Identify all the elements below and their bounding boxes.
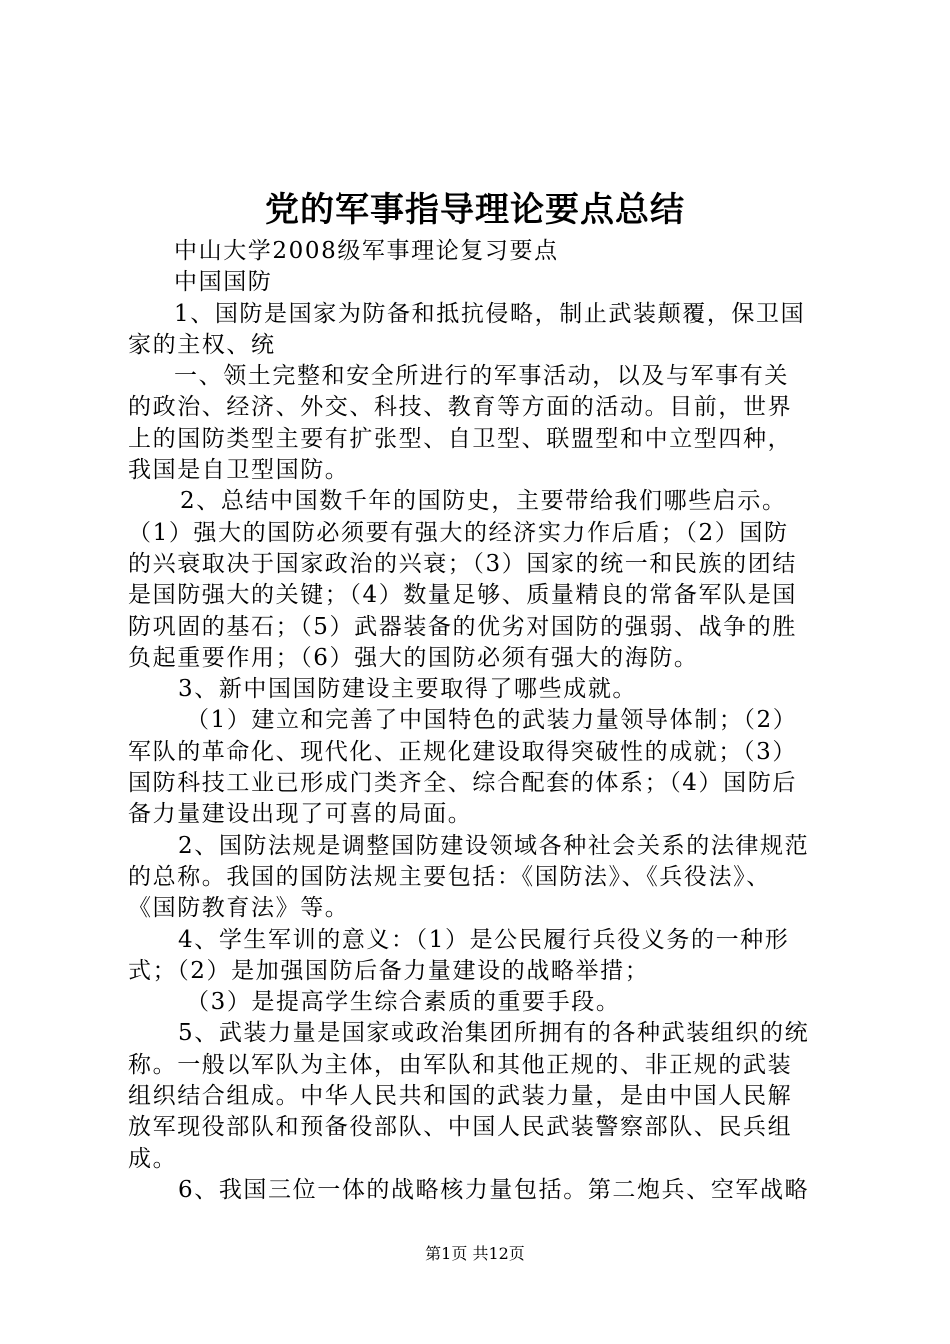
body-line: （1）建立和完善了中国特色的武装力量领导体制；（2） xyxy=(186,707,798,734)
body-line: 中国国防 xyxy=(174,269,273,296)
body-line: 国防科技工业已形成门类齐全、综合配套的体系；（4）国防后 xyxy=(128,770,797,797)
body-line: 防巩固的基石；（5）武器装备的优劣对国防的强弱、战争的胜 xyxy=(128,613,797,640)
document-body xyxy=(128,236,834,1206)
page-number: 第1页 共12页 xyxy=(425,1244,525,1263)
body-line: （1）强大的国防必须要有强大的经济实力作后盾；（2）国防 xyxy=(128,519,789,546)
body-line: 放军现役部队和预备役部队、中国人民武装警察部队、民兵组 xyxy=(128,1114,793,1141)
body-line: 成。 xyxy=(128,1145,178,1172)
body-line: 军队的革命化、现代化、正规化建设取得突破性的成就；（3） xyxy=(128,738,797,765)
body-line: 上的国防类型主要有扩张型、自卫型、联盟型和中立型四种， xyxy=(128,425,793,452)
body-line: 3、新中国国防建设主要取得了哪些成就。 xyxy=(178,676,638,703)
body-line: 的政治、经济、外交、科技、教育等方面的活动。目前，世界 xyxy=(128,394,793,421)
body-line: （3）是提高学生综合素质的重要手段。 xyxy=(186,989,621,1016)
body-line: 1、国防是国家为防备和抵抗侵略，制止武装颠覆，保卫国 xyxy=(174,300,806,327)
body-line: 2、国防法规是调整国防建设领域各种社会关系的法律规范 xyxy=(178,832,810,859)
body-line: 6、我国三位一体的战略核力量包括。第二炮兵、空军战略 xyxy=(178,1176,810,1203)
body-line: 称。一般以军队为主体，由军队和其他正规的、非正规的武装 xyxy=(128,1051,793,1078)
body-line: 2、总结中国数千年的国防史，主要带给我们哪些启示。 xyxy=(180,488,787,515)
body-line: 《国防教育法》等。 xyxy=(128,895,350,922)
body-line: 一、领土完整和安全所进行的军事活动，以及与军事有关 xyxy=(174,363,789,390)
body-line: 的总称。我国的国防法规主要包括：《国防法》、《兵役法》、 xyxy=(128,863,771,890)
body-line: 4、学生军训的意义：（1）是公民履行兵役义务的一种形 xyxy=(178,926,790,953)
body-line: 我国是自卫型国防。 xyxy=(128,457,350,484)
body-line: 中山大学2008级军事理论复习要点 xyxy=(174,238,559,264)
body-line: 是国防强大的关键；（4）数量足够、质量精良的常备军队是国 xyxy=(128,582,797,609)
body-line: 的兴衰取决于国家政治的兴衰；（3）国家的统一和民族的团结 xyxy=(128,550,797,577)
body-line: 5、武装力量是国家或政治集团所拥有的各种武装组织的统 xyxy=(178,1020,810,1047)
body-line: 负起重要作用；（6）强大的国防必须有强大的海防。 xyxy=(128,644,699,671)
body-line: 式；（2）是加强国防后备力量建设的战略举措； xyxy=(128,957,650,984)
document-title: 党的军事指导理论要点总结 xyxy=(265,190,685,230)
body-line: 备力量建设出现了可喜的局面。 xyxy=(128,801,473,828)
body-line: 组织结合组成。中华人民共和国的武装力量，是由中国人民解 xyxy=(128,1083,793,1110)
body-line: 家的主权、统 xyxy=(128,331,276,358)
